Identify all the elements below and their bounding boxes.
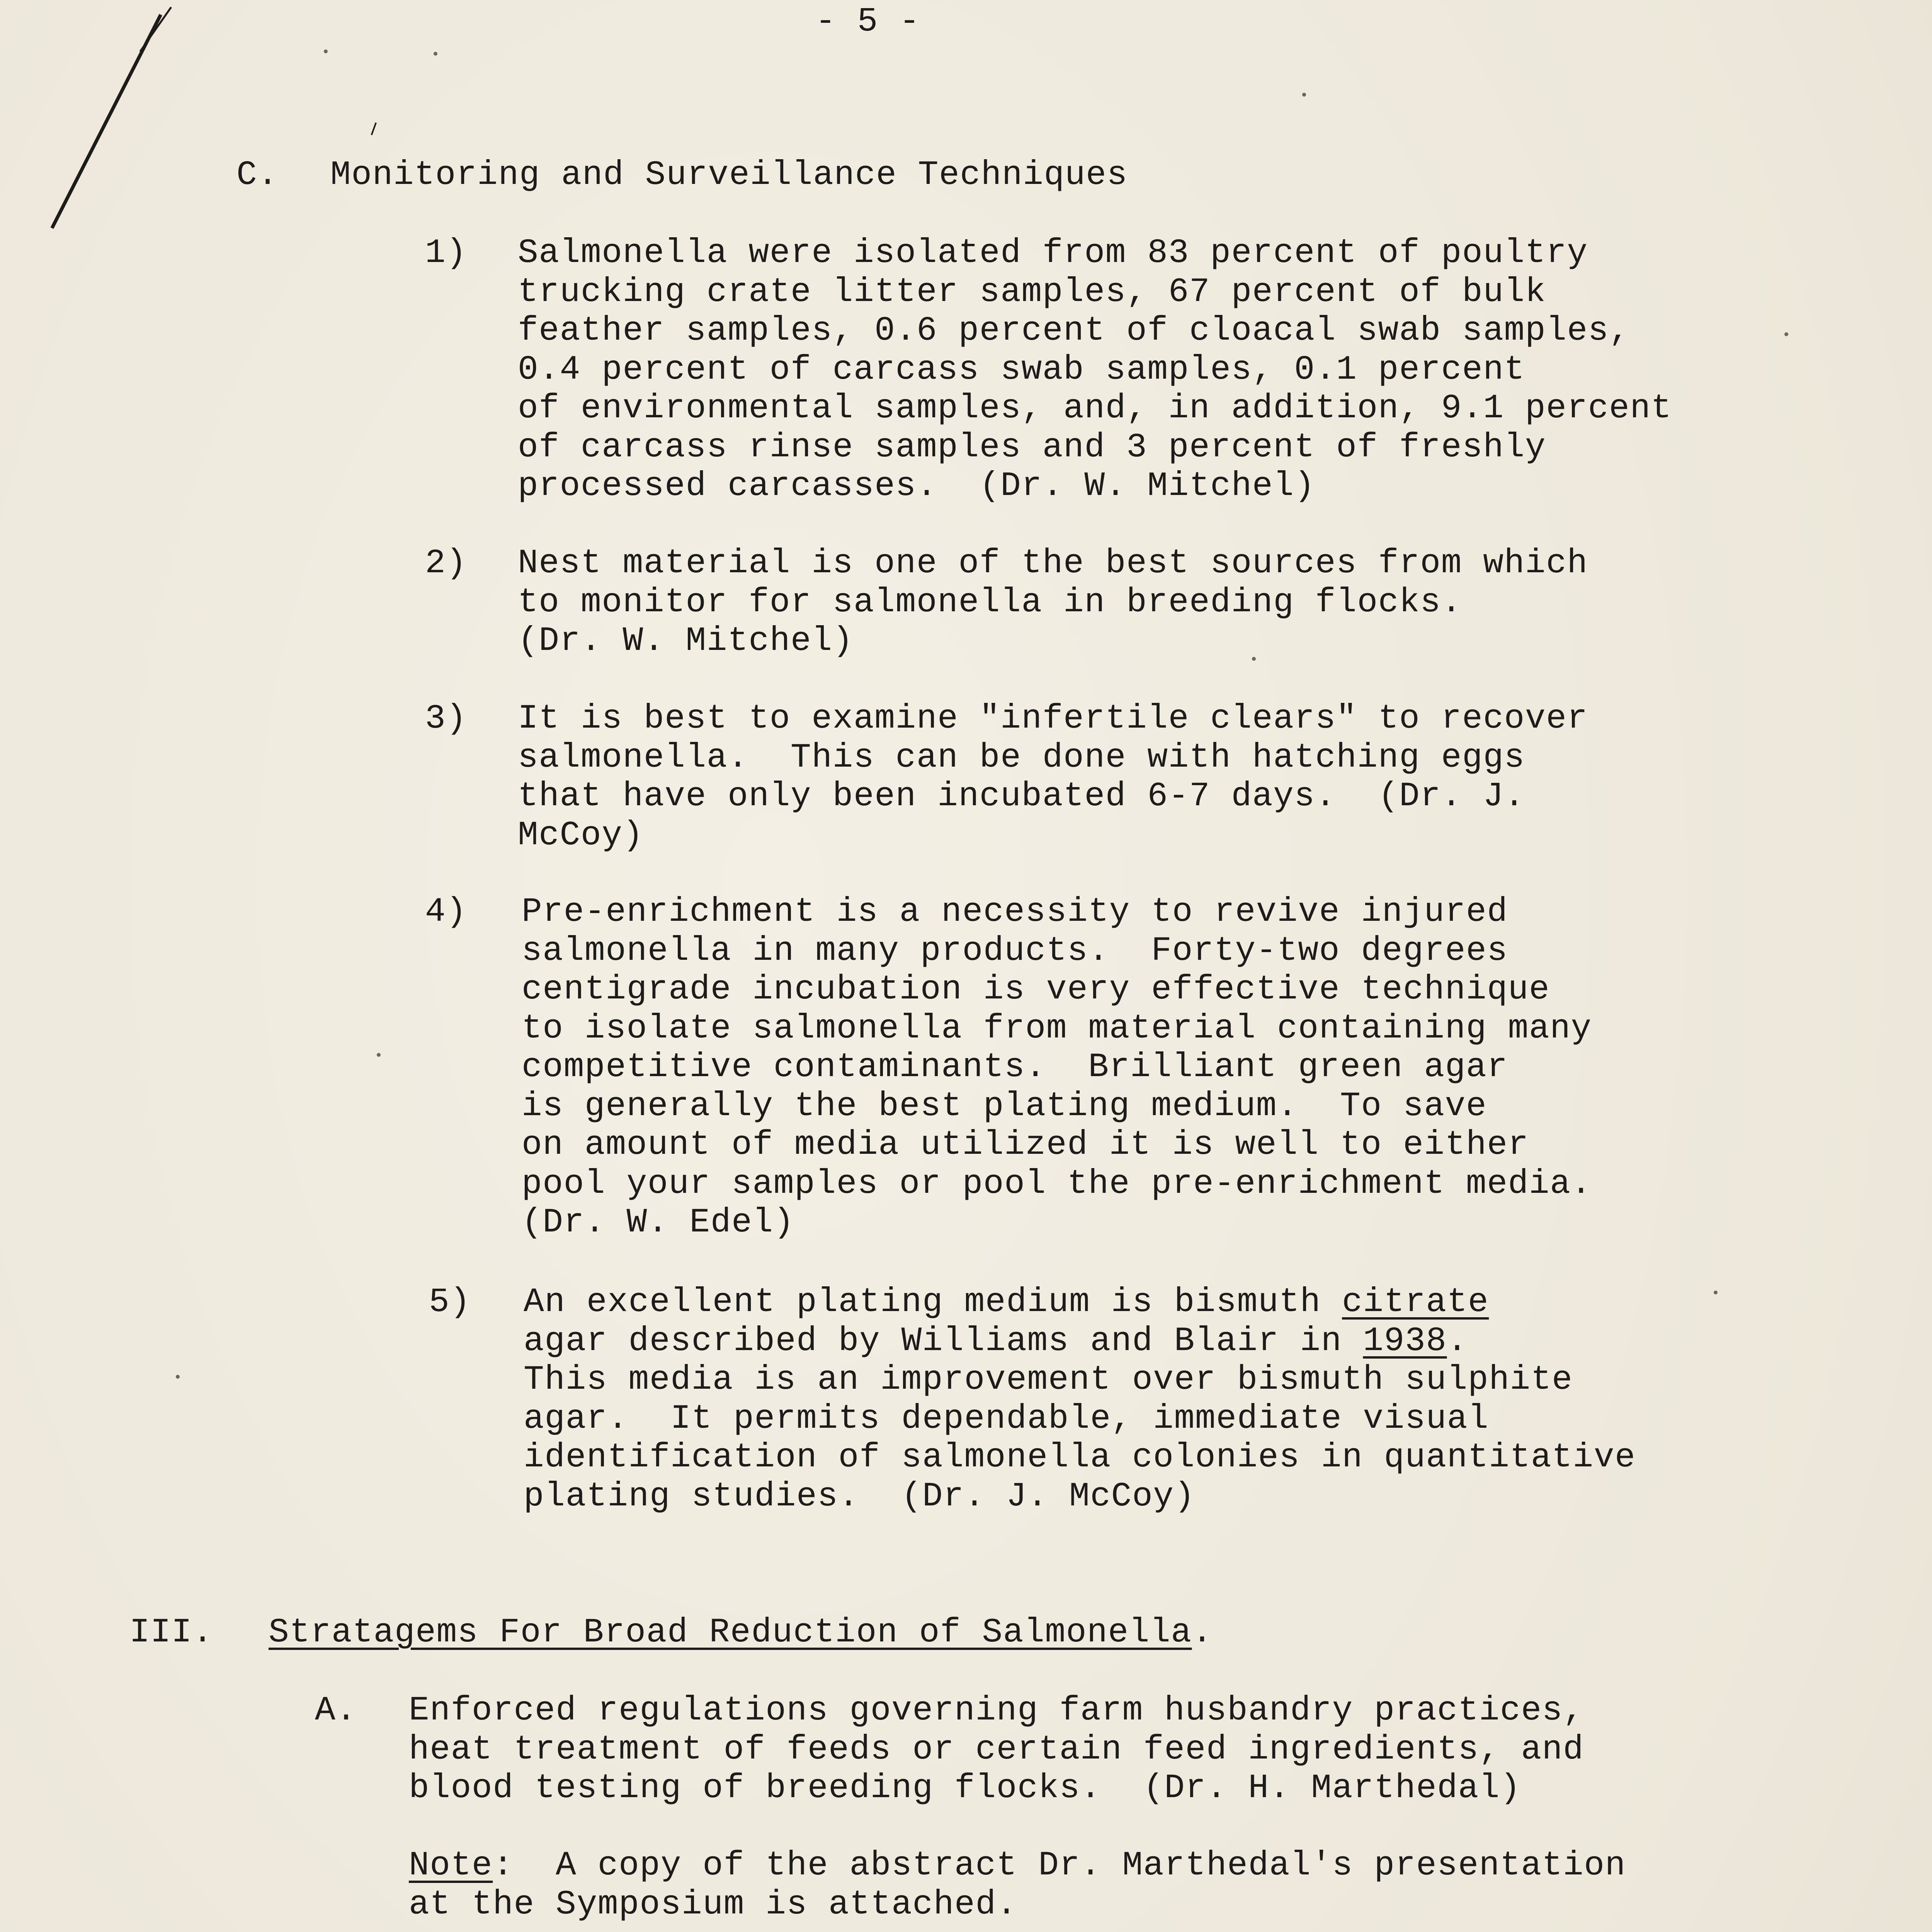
speck	[377, 1053, 381, 1057]
text-line: (Dr. W. Mitchel)	[518, 622, 854, 660]
note-label: Note	[409, 1847, 493, 1885]
text-line: processed carcasses. (Dr. W. Mitchel)	[518, 467, 1315, 505]
pen-stroke-mark	[51, 14, 162, 229]
text-line: (Dr. W. Edel)	[522, 1204, 795, 1242]
speck	[1302, 93, 1306, 97]
item-number: 3)	[425, 700, 467, 738]
item-number: 2)	[425, 544, 467, 583]
text-line: Pre-enrichment is a necessity to revive injured	[522, 893, 1508, 931]
speck	[324, 49, 328, 53]
text-line: of environmental samples, and, in addition, 9.1 percent	[518, 389, 1672, 428]
text-segment: .	[1192, 1614, 1213, 1652]
text-segment: agar described by Williams and Blair in	[524, 1322, 1363, 1361]
speck	[1252, 657, 1256, 661]
speck	[434, 52, 437, 56]
text-line: pool your samples or pool the pre-enrichment media.	[522, 1165, 1592, 1203]
note-line	[409, 1846, 1626, 1885]
text-line: heat treatment of feeds or certain feed ingredients, and	[409, 1731, 1584, 1769]
pen-stroke-mark	[139, 7, 172, 52]
text-line: Enforced regulations governing farm husbandry practices,	[409, 1692, 1584, 1730]
pen-tick-mark	[371, 122, 377, 135]
underlined-year: 1938	[1363, 1322, 1447, 1361]
section-iii-heading: Stratagems For Broad Reduction of Salmonella	[269, 1614, 1192, 1652]
text-line: at the Symposium is attached.	[409, 1886, 1017, 1924]
text-line: agar. It permits dependable, immediate visual	[524, 1400, 1489, 1438]
text-line	[524, 1322, 1468, 1361]
text-line	[524, 1283, 1489, 1322]
text-line: that have only been incubated 6-7 days. (Dr. J.	[518, 777, 1525, 816]
text-line: salmonella in many products. Forty-two degrees	[522, 932, 1508, 970]
page-number: - 5 -	[815, 3, 920, 41]
text-line: This media is an improvement over bismuth sulphite	[524, 1361, 1573, 1399]
text-line: McCoy)	[518, 816, 644, 855]
text-line: It is best to examine "infertile clears" to recover	[518, 700, 1588, 738]
text-line: salmonella. This can be done with hatching eggs	[518, 739, 1525, 777]
text-line: of carcass rinse samples and 3 percent of freshly	[518, 429, 1546, 467]
text-line: feather samples, 0.6 percent of cloacal swab samples,	[518, 312, 1630, 350]
speck	[1714, 1291, 1718, 1294]
item-number: 5)	[429, 1283, 471, 1321]
speck	[1784, 332, 1788, 336]
section-iii-heading-line	[269, 1613, 1213, 1652]
text-line: blood testing of breeding flocks. (Dr. H. Marthedal)	[409, 1769, 1521, 1808]
text-line: trucking crate litter samples, 67 percent of bulk	[518, 273, 1546, 311]
text-line: is generally the best plating medium. To save	[522, 1087, 1487, 1126]
text-line: identification of salmonella colonies in quantitative	[524, 1439, 1636, 1477]
text-line: Salmonella were isolated from 83 percent of poultry	[518, 234, 1588, 272]
text-line: to monitor for salmonella in breeding flocks.	[518, 583, 1462, 622]
text-line: plating studies. (Dr. J. McCoy)	[524, 1478, 1195, 1516]
text-segment: An excellent plating medium is bismuth	[524, 1283, 1342, 1321]
text-line: competitive contaminants. Brilliant green agar	[522, 1048, 1508, 1087]
speck	[176, 1375, 180, 1379]
text-line: Nest material is one of the best sources from which	[518, 544, 1588, 583]
underlined-word: citrate	[1342, 1283, 1489, 1321]
section-iii-label: III.	[129, 1614, 214, 1652]
section-c-label: C.	[236, 156, 279, 194]
text-line: on amount of media utilized it is well to either	[522, 1126, 1529, 1164]
item-number: 4)	[425, 893, 467, 931]
text-line: 0.4 percent of carcass swab samples, 0.1 percent	[518, 351, 1525, 389]
text-segment: : A copy of the abstract Dr. Marthedal's presentation	[493, 1847, 1626, 1885]
text-segment: .	[1447, 1322, 1468, 1361]
section-c-heading: Monitoring and Surveillance Techniques	[330, 156, 1128, 194]
text-line: to isolate salmonella from material containing many	[522, 1010, 1592, 1048]
item-number: 1)	[425, 234, 467, 272]
text-line: centigrade incubation is very effective technique	[522, 971, 1550, 1009]
subsection-label: A.	[315, 1692, 357, 1730]
